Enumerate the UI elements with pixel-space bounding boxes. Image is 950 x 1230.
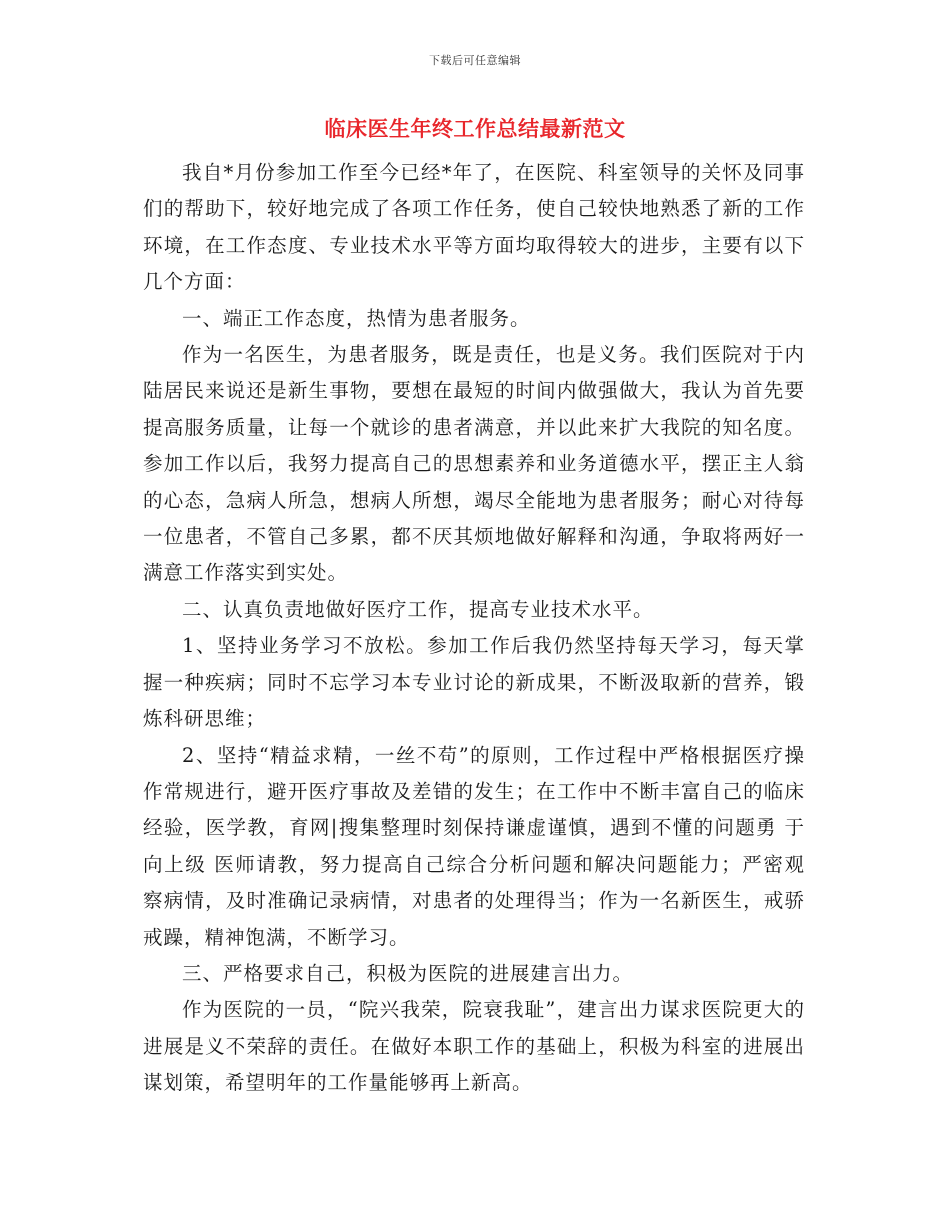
paragraph-service: 作为一名医生，为患者服务，既是责任，也是义务。我们医院对于内陆居民来说还是新生事物，要想在最短的时间内做强做大，我认为首先要提高服务质量，让每一个就诊的患者满意，并以此来扩大我院的知名度。参加工作以后，我努力提高自己的思想素养和业务道德水平，摆正主人翁的心态，急病人所急，想病人所想，竭尽全能地为患者服务；耐心对待每一位患者，不管自己多累，都不厌其烦地做好解释和沟通，争取将两好一满意工作落实到实处。 bbox=[143, 343, 805, 585]
section-heading-1: 一、端正工作态度，热情为患者服务。 bbox=[182, 306, 531, 330]
header-note: 下载后可任意编辑 bbox=[429, 54, 521, 67]
paragraph-contribution: 作为医院的一员，“院兴我荣，院衰我耻”，建言出力谋求医院更大的进展是义不荣辞的责任。在做好本职工作的基础上，积极为科室的进展出谋划策，希望明年的工作量能够再上新高。 bbox=[143, 998, 805, 1095]
section-heading-3: 三、严格要求自己，积极为医院的进展建言出力。 bbox=[182, 961, 634, 985]
document-title: 临床医生年终工作总结最新范文 bbox=[324, 117, 626, 141]
paragraph-study: 1、坚持业务学习不放松。参加工作后我仍然坚持每天学习，每天掌握一种疾病；同时不忘学习本专业讨论的新成果，不断汲取新的营养，锻炼科研思维； bbox=[143, 634, 805, 731]
paragraph-intro: 我自*月份参加工作至今已经*年了，在医院、科室领导的关怀及同事们的帮助下，较好地完成了各项工作任务，使自己较快地熟悉了新的工作环境，在工作态度、专业技术水平等方面均取得较大的进步，主要有以下几个方面： bbox=[143, 161, 805, 294]
paragraph-principle: 2、坚持“精益求精，一丝不苟”的原则，工作过程中严格根据医疗操作常规进行，避开医疗事故及差错的发生；在工作中不断丰富自己的临床经验，医学教，育网|搜集整理时刻保持谦虚谨慎，遇到不懂的问题勇 于向上级 医师请教，努力提高自己综合分析问题和解决问题能力；严密观察病情，及时准确记录病情，对患者的处理得当；作为一名新医生，戒骄戒躁，精神饱满，不断学习。 bbox=[143, 743, 805, 949]
document-body bbox=[143, 155, 805, 1102]
section-heading-2: 二、认真负责地做好医疗工作，提高专业技术水平。 bbox=[182, 597, 654, 621]
